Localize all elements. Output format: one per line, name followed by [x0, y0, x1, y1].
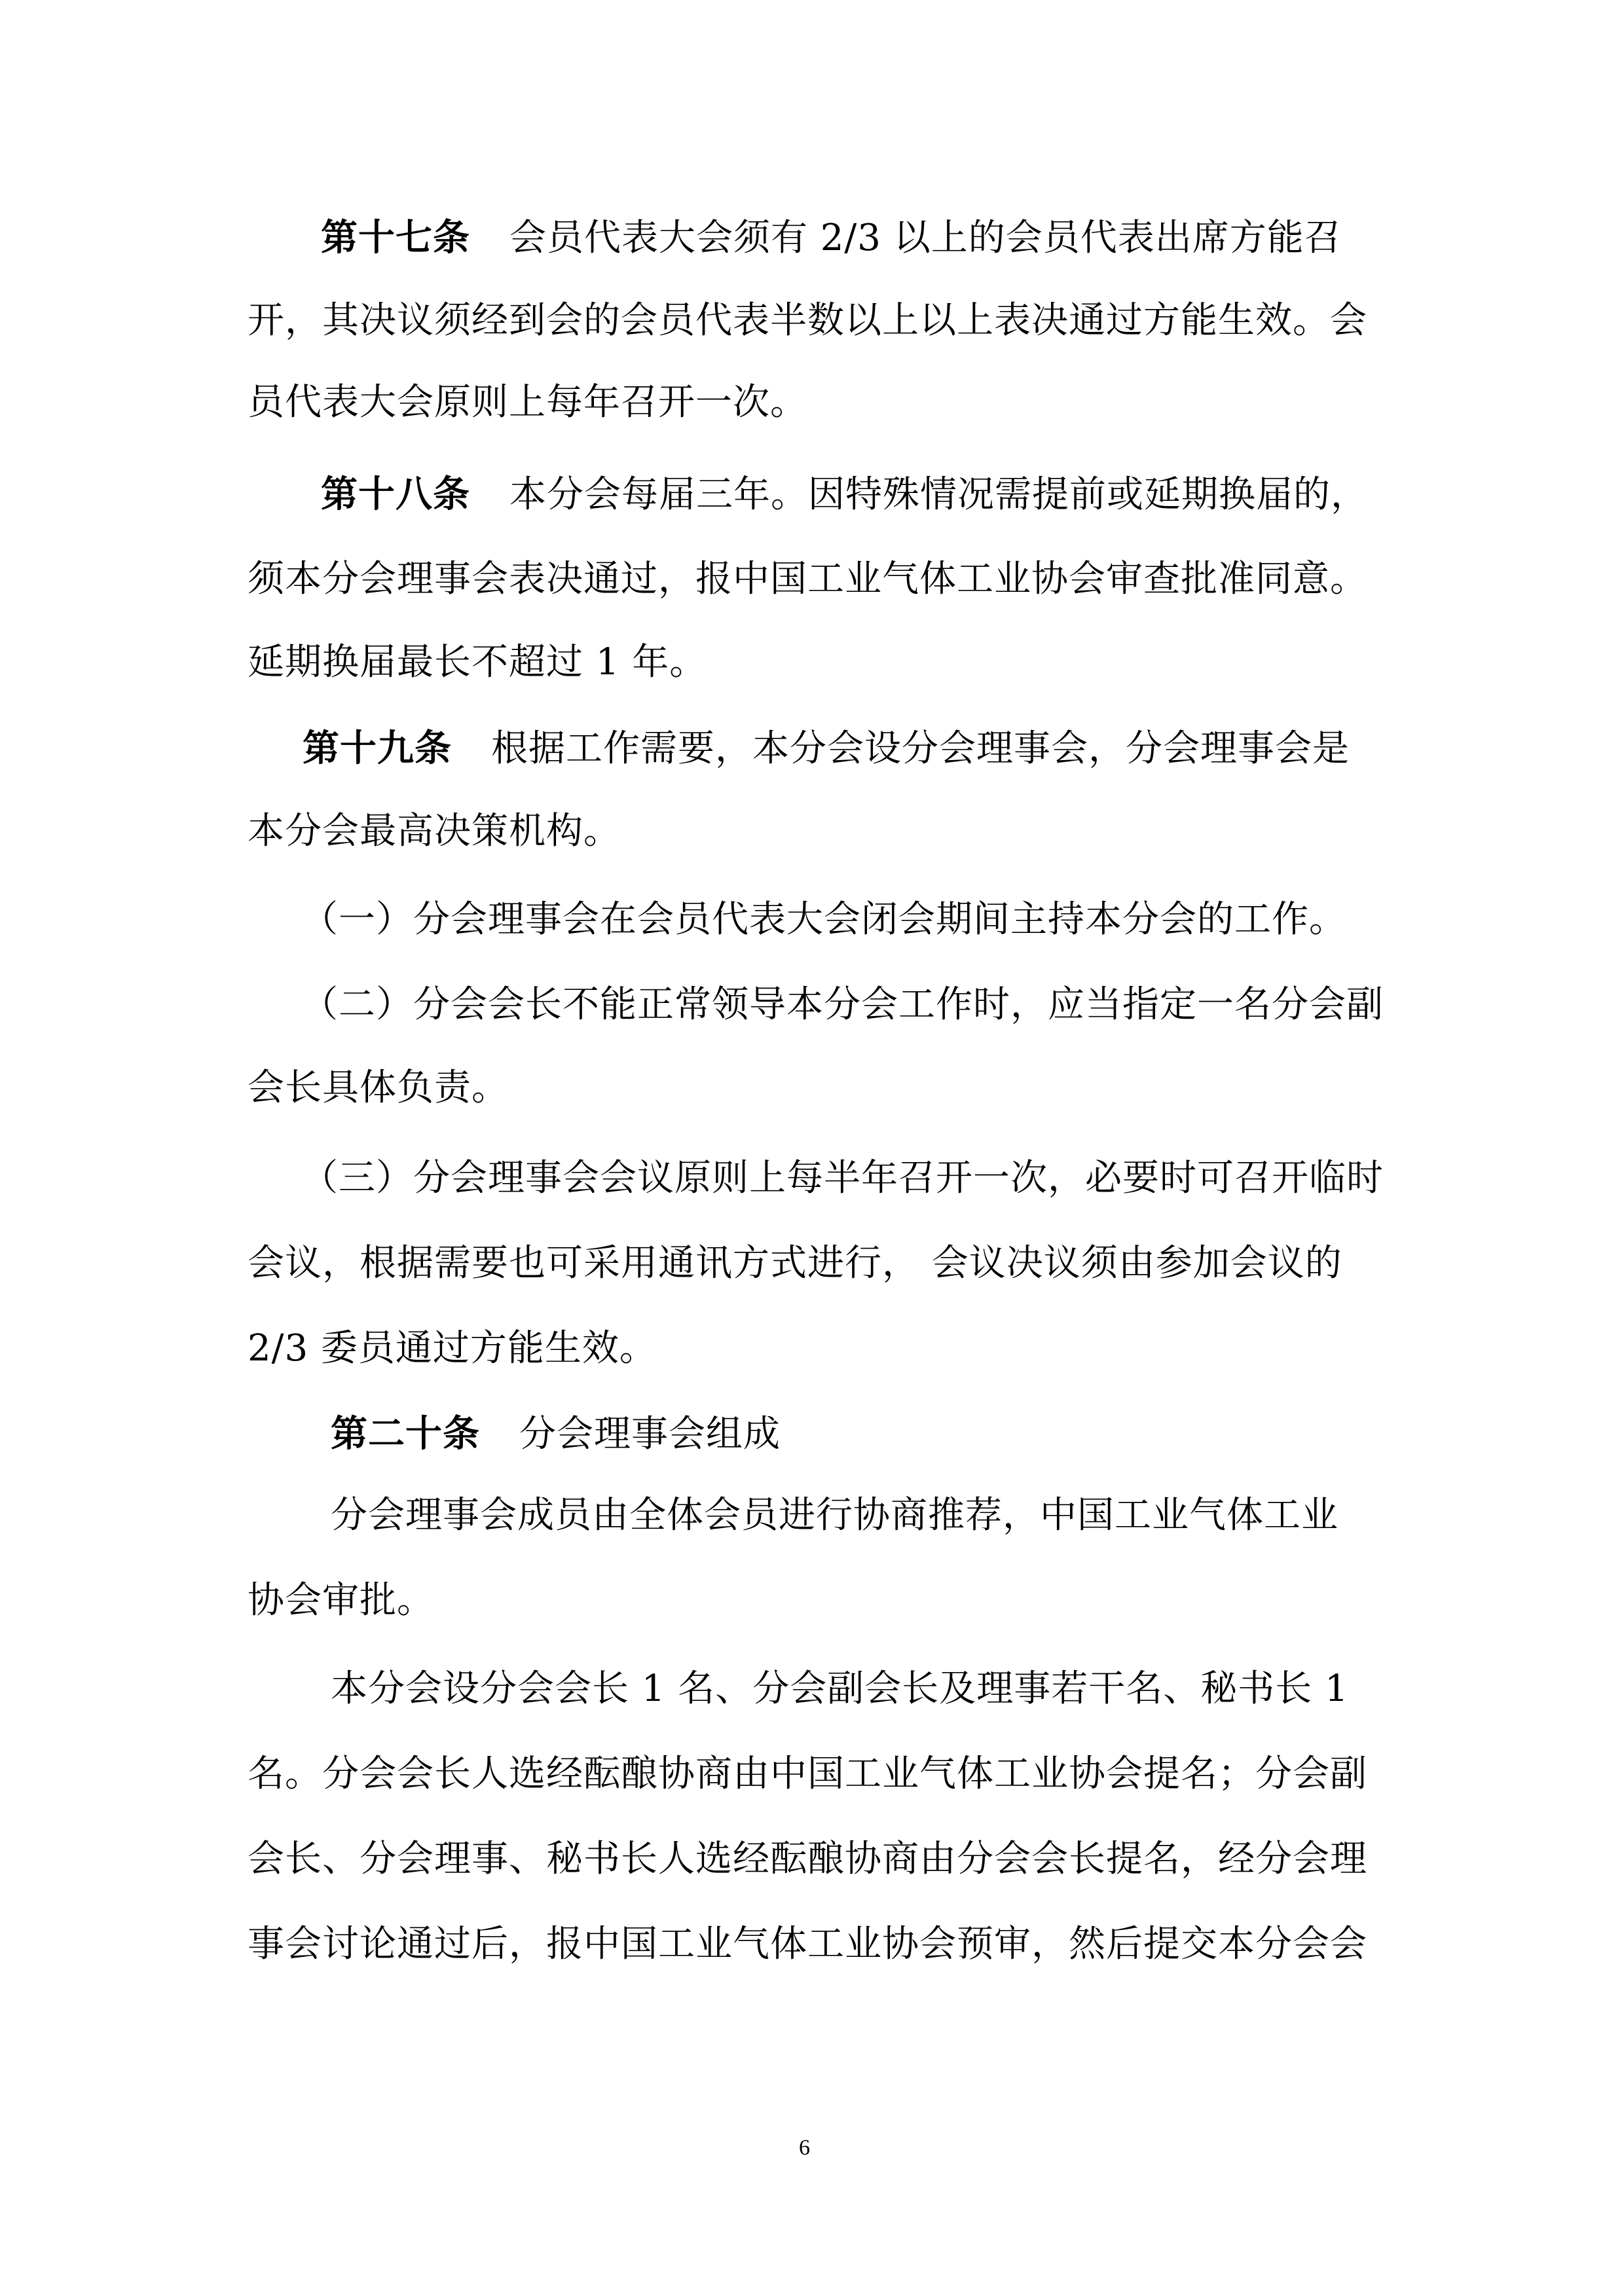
article-text: 分会理事会组成: [519, 1413, 781, 1455]
article-20-para-2-line-3: 会长、分会理事、秘书长人选经酝酿协商由分会会长提名，经分会理: [248, 1838, 1367, 1880]
article-20-line-1: [331, 1414, 781, 1454]
article-19-item-2-line-2: 会长具体负责。: [248, 1066, 509, 1109]
article-19-item-1-line-1: （一）分会理事会在会员代表大会闭会期间主持本分会的工作。: [301, 898, 1346, 941]
article-18-line-1: [321, 475, 1368, 515]
article-20-para-2-line-2: 名。分会会长人选经酝酿协商由中国工业气体工业协会提名；分会副: [248, 1753, 1367, 1795]
article-20-heading: 第二十条: [331, 1412, 480, 1455]
article-20-para-2-line-1: 本分会设分会会长 1 名、分会副会长及理事若干名、秘书长 1: [331, 1667, 1349, 1710]
article-18-line-2: 须本分会理事会表决通过，报中国工业气体工业协会审查批准同意。: [248, 558, 1367, 600]
article-19-item-3-line-2: 会议，根据需要也可采用通讯方式进行， 会议决议须由参加会议的: [248, 1242, 1342, 1285]
article-17-heading: 第十七条: [321, 216, 470, 259]
article-19-item-2-line-1: （二）分会会长不能正常领导本分会工作时，应当指定一名分会副: [301, 983, 1384, 1026]
page-number: 6: [799, 2136, 810, 2160]
article-17-line-1: [321, 218, 1342, 258]
article-18-heading: 第十八条: [321, 473, 470, 516]
article-19-line-1: [303, 729, 1350, 769]
article-19-item-3-line-3: 2/3 委员通过方能生效。: [248, 1327, 657, 1370]
article-20-para-1-line-1: 分会理事会成员由全体会员进行协商推荐，中国工业气体工业: [331, 1494, 1338, 1537]
article-19-item-3-line-1: （三）分会理事会会议原则上每半年召开一次，必要时可召开临时: [301, 1157, 1384, 1199]
article-20-para-2-line-4: 事会讨论通过后，报中国工业气体工业协会预审，然后提交本分会会: [248, 1923, 1367, 1965]
article-text: 本分会每届三年。因特殊情况需提前或延期换届的，: [509, 473, 1368, 516]
article-text: 根据工作需要，本分会设分会理事会，分会理事会是: [491, 727, 1350, 770]
article-17-line-2: 开，其决议须经到会的会员代表半数以上以上表决通过方能生效。会: [248, 299, 1367, 342]
article-20-para-1-line-2: 协会审批。: [248, 1579, 434, 1622]
article-18-line-3: 延期换届最长不超过 1 年。: [248, 641, 707, 683]
article-17-line-3: 员代表大会原则上每年召开一次。: [248, 381, 807, 424]
article-19-line-2: 本分会最高决策机构。: [248, 810, 621, 852]
article-19-heading: 第十九条: [303, 727, 452, 770]
article-text: 会员代表大会须有 2/3 以上的会员代表出席方能召: [509, 217, 1342, 259]
